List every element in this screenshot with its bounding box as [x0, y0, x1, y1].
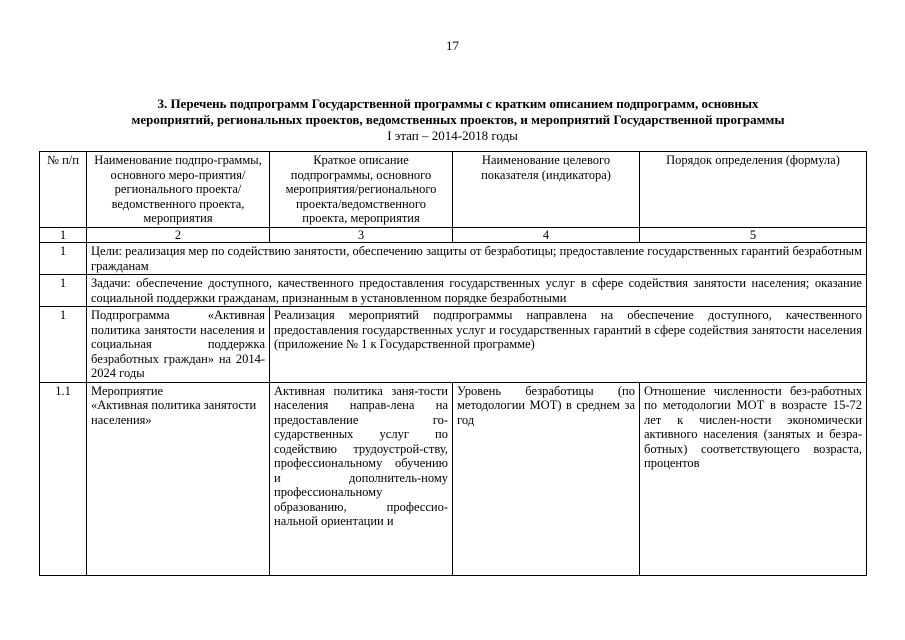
measure-row	[40, 382, 867, 575]
header-name: Наименование подпро-граммы, основного меро-приятия/регионального проекта/ведомственного проекта, мероприятия	[87, 152, 270, 228]
row-num: 1	[40, 243, 87, 275]
column-number: 2	[87, 227, 270, 243]
tasks-text: Задачи: обеспечение доступного, качественного предоставления государственных услуг в сфере содействия занятости населения; оказание социальной поддержки гражданам, признанным в установленном порядке безработными	[87, 275, 867, 307]
heading-line-2: мероприятий, региональных проектов, ведомственных проектов, и мероприятий Государственной программы	[131, 112, 785, 127]
column-number: 3	[270, 227, 453, 243]
row-num: 1	[40, 307, 87, 383]
header-indicator: Наименование целевого показателя (индикатора)	[453, 152, 640, 228]
table-header-row	[40, 152, 867, 228]
stage-subheading: I этап – 2014-2018 годы	[387, 128, 518, 143]
subprogram-row	[40, 307, 867, 383]
header-num: № п/п	[40, 152, 87, 228]
header-description: Краткое описание подпрограммы, основного мероприятия/регионального проекта/ведомственного проекта, мероприятия	[270, 152, 453, 228]
section-heading	[58, 96, 858, 128]
column-number-row	[40, 227, 867, 243]
column-number: 4	[453, 227, 640, 243]
column-number: 5	[640, 227, 867, 243]
measure-name-title: «Активная политика занятости населения»	[91, 398, 257, 427]
heading-line-1: 3. Перечень подпрограмм Государственной программы с кратким описанием подпрограмм, основных	[157, 96, 759, 111]
tasks-row	[40, 275, 867, 307]
measure-name-label: Мероприятие	[91, 383, 164, 398]
subprogram-name: Подпрограмма «Активная политика занятости населения и социальная поддержка безработных граждан» на 2014-2024 годы	[87, 307, 270, 383]
measure-name	[87, 382, 270, 575]
row-num: 1	[40, 275, 87, 307]
measure-description	[270, 382, 453, 575]
goals-row	[40, 243, 867, 275]
subprograms-table	[39, 151, 867, 576]
column-number: 1	[40, 227, 87, 243]
row-num: 1.1	[40, 382, 87, 575]
subprogram-description: Реализация мероприятий подпрограммы направлена на обеспечение доступного, качественного предоставления государственных услуг и государственных гарантий в сфере содействия занятости населения (приложение № 1 к Государственной программе)	[270, 307, 867, 383]
goals-text: Цели: реализация мер по содействию занятости, обеспечению защиты от безработицы; предоставление государственных гарантий безработным гражданам	[87, 243, 867, 275]
measure-description-text: Активная политика заня-тости населения направ-лена на предоставление го-сударственных услуг по содействию трудоустрой-ству, профессиональному обучению и дополнитель-ному профессиональному образованию, профессио-нальной ориентации и	[274, 383, 448, 528]
measure-formula: Отношение численности без-работных по методологии МОТ в возрасте 15-72 лет к числен-ности экономически активного населения (занятых и безра-ботных) соответствующего возраста, процентов	[640, 382, 867, 575]
measure-indicator: Уровень безработицы (по методологии МОТ) в среднем за год	[453, 382, 640, 575]
page-number: 17	[446, 38, 459, 53]
header-formula: Порядок определения (формула)	[640, 152, 867, 228]
